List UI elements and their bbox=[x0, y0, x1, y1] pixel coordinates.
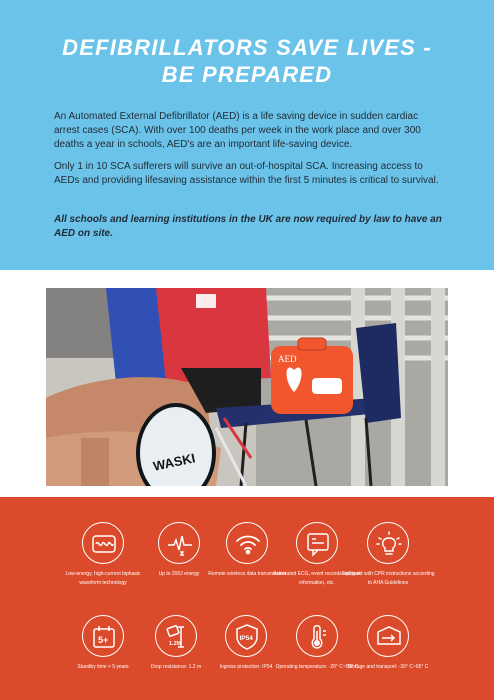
feature-caption: Annotated ECG, event records self-test information, etc. bbox=[273, 571, 361, 586]
title-line-1: DEFIBRILLATORS SAVE LIVES - bbox=[62, 35, 432, 60]
calendar-icon bbox=[82, 615, 124, 657]
feature-caption: Up to 200J energy bbox=[158, 571, 200, 577]
features-section bbox=[0, 497, 494, 700]
intro-paragraph-2: Only 1 in 10 SCA sufferers will survive an out-of-hospital SCA. Increasing access to AEDs and providing lifesaving assistance within the first 5 minutes is critical to survival. bbox=[54, 161, 439, 186]
intro-section bbox=[0, 0, 494, 270]
photo-illustration bbox=[46, 288, 448, 486]
feature-caption: Storage and transport: -30° C~65° C bbox=[347, 664, 429, 670]
law-notice: All schools and learning institutions in the UK are now required by law to have an AED on site. bbox=[54, 214, 442, 239]
wireless-icon bbox=[226, 522, 268, 564]
feature-caption: Standby time > 5 years bbox=[77, 664, 129, 670]
feature-caption: Remote wireless data transmission bbox=[208, 571, 286, 577]
standby-badge: 5+ bbox=[98, 635, 109, 645]
thermometer-icon bbox=[296, 615, 338, 657]
title-line-2: BE PREPARED bbox=[161, 62, 333, 87]
cpr-bulb-icon bbox=[367, 522, 409, 564]
waveform-icon bbox=[82, 522, 124, 564]
feature-caption: Operating temperature: -20° C~50° C bbox=[275, 664, 359, 670]
storage-box-icon bbox=[367, 615, 409, 657]
aed-photo bbox=[46, 288, 448, 486]
feature-cpr bbox=[340, 522, 436, 588]
aed-label: AED bbox=[278, 354, 297, 364]
intro-paragraph-1: An Automated External Defibrillator (AED) is a life saving device in sudden cardiac arrest cases (SCA). With over 100 deaths per week in the work place and over 300 deaths a year in schools, AED's are an important life-saving device. bbox=[54, 111, 421, 150]
feature-caption: Equipped with CPR instructions according to AHA Guidelines bbox=[341, 571, 435, 586]
ip-rating-icon bbox=[225, 615, 267, 657]
energy-pulse-icon bbox=[158, 522, 200, 564]
feature-caption: Drop resistance: 1.2 m bbox=[150, 664, 202, 670]
feature-storage-temp bbox=[340, 615, 436, 672]
feature-caption: Ingress protection: IP54 bbox=[219, 664, 273, 670]
drop-badge: 1.2M bbox=[169, 641, 182, 647]
feature-caption: Low-energy, high-current biphasic waveform technology bbox=[65, 571, 141, 586]
drop-test-icon bbox=[155, 615, 197, 657]
ip-badge: IP54 bbox=[239, 635, 253, 642]
racket-brand: WASKI bbox=[151, 450, 197, 474]
page-title bbox=[0, 34, 494, 88]
ecg-record-icon bbox=[296, 522, 338, 564]
